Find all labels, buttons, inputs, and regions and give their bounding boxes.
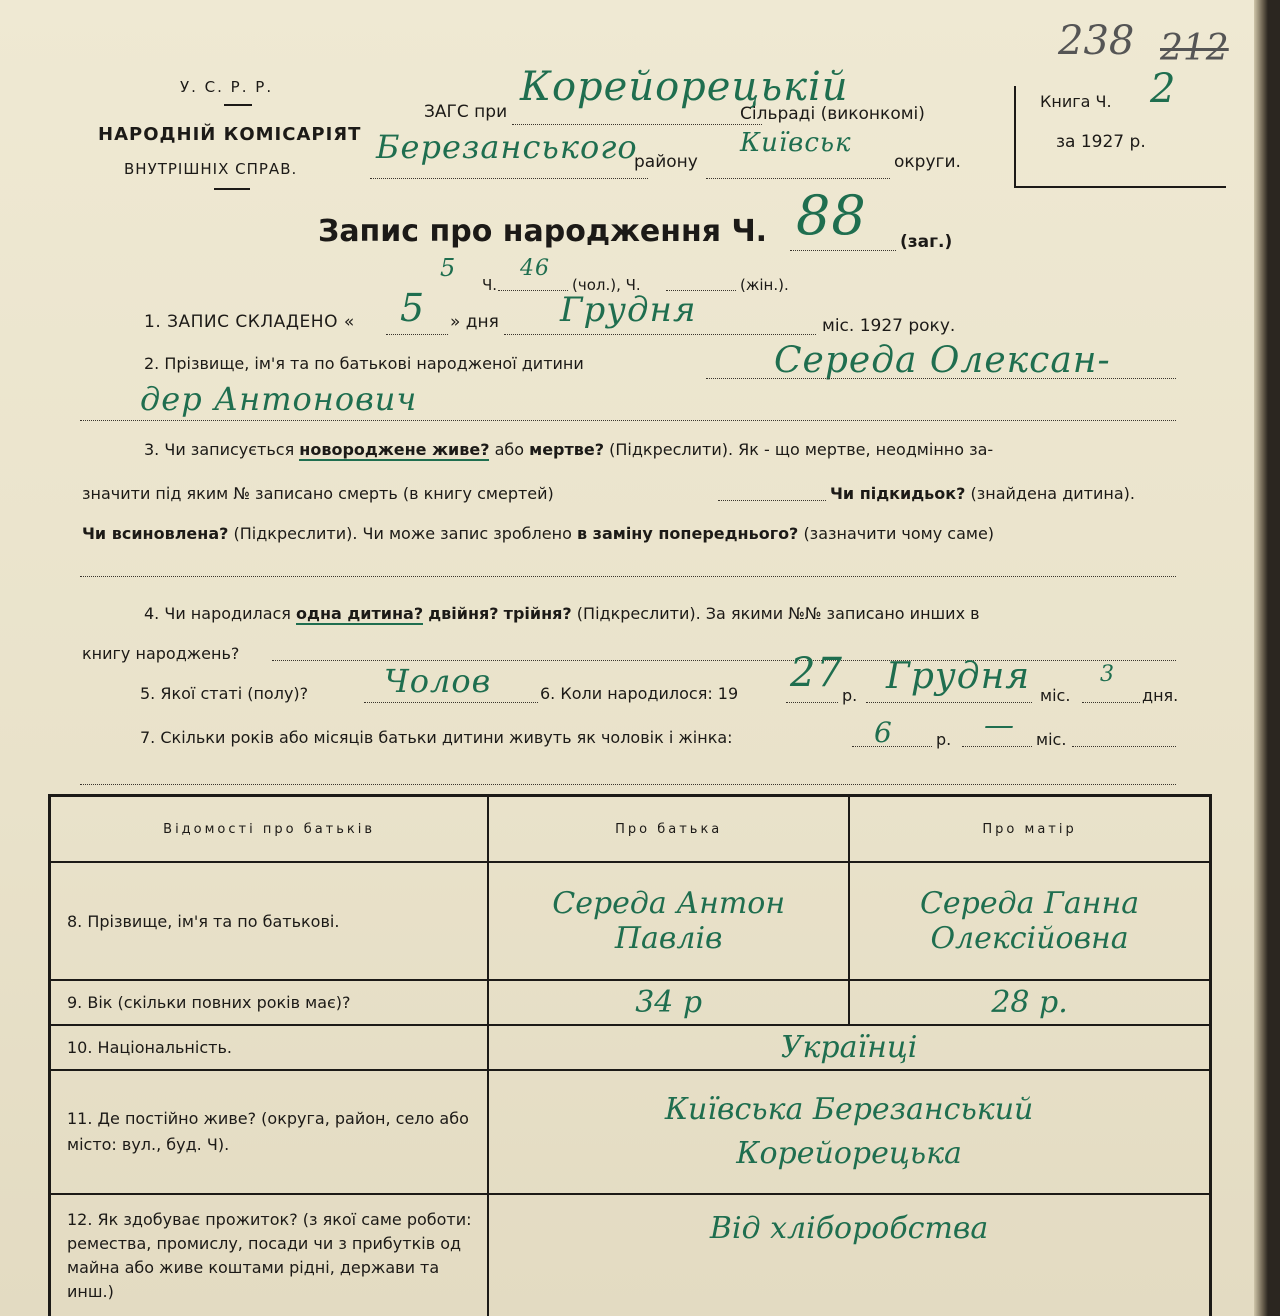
field-5-line [364,702,538,703]
field-1-month: Грудня [560,290,697,330]
field-1-suffix: міс. 1927 року. [822,316,956,336]
field-3-foundling: Чи підкидьок? [830,484,966,503]
field-6-month: Грудня [886,656,1031,697]
record-number: 88 [796,184,867,247]
table-row [50,1070,1211,1194]
field-7-months: — [984,708,1015,743]
field-7-years-line [852,746,932,747]
district-line [370,178,648,179]
parents-table [48,794,1212,1316]
field-3-line-3b: (зазначити чому саме) [803,524,995,543]
residence-cell [488,1070,1210,1194]
book-label: Книга Ч. [1040,92,1112,111]
field-1-month-line [504,334,816,335]
row-label-name: 8. Прізвище, ім'я та по батькові. [50,862,489,980]
okrug-name: Київськ [740,128,852,158]
page-edge-shadow [1254,0,1268,1316]
field-2-line-1 [706,378,1176,379]
residence-value-1: Київська Березанський [664,1092,1034,1127]
zags-prefix: ЗАГС при [424,102,508,122]
field-4-line-2: книгу народжень? [82,644,240,663]
subnumber-ch: Ч. [482,276,498,294]
father-name: Середа Антон Павлів [488,862,849,980]
field-6-month-line [866,702,1032,703]
field-6-day: 3 [1100,662,1115,687]
residence-value-2: Корейорецька [736,1136,962,1171]
field-3-text-b: або [494,440,525,459]
table-row [50,1025,1211,1070]
village-line [512,124,762,125]
field-6-year: 27 [790,650,843,696]
field-2-line-2 [80,420,1176,421]
header-divider [224,104,252,106]
book-year: за 1927 р. [1056,132,1146,152]
field-7-years: 6 [874,716,893,749]
header-info: Відомості про батьків [50,796,489,863]
header-divider-2 [214,188,250,190]
okrug-line [706,178,890,179]
district-label: району [634,152,698,172]
livelihood-value: Від хліборобства [488,1194,1210,1316]
field-2-value-2: дер Антонович [140,380,418,418]
male-number-line [498,290,568,291]
field-3-line-4 [80,576,1176,577]
table-header-row [50,796,1211,863]
field-3-text-a: 3. Чи записується [144,440,295,459]
field-6-dnia: дня. [1142,686,1179,705]
field-4-triplets: трійня? [503,604,572,623]
council-suffix: Сільраді (виконкомі) [740,104,925,124]
archive-number: 238 [1058,18,1135,64]
field-4-one: одна дитина? [296,604,424,623]
table-row [50,1194,1211,1316]
mother-age: 28 р. [849,980,1210,1025]
record-title-suffix: (заг.) [900,232,953,252]
field-1-label: 1. ЗАПИС СКЛАДЕНО « [144,312,355,332]
archive-number-crossed: 212 [1160,28,1229,69]
field-4-text-a: 4. Чи народилася [144,604,291,623]
field-3-adopted: Чи всиновлена? [82,524,229,543]
table-row [50,980,1211,1025]
field-3-death-line [718,500,826,501]
field-6-mis: міс. [1040,686,1071,705]
field-6-day-line [1082,702,1140,703]
field-7-tail-line [1072,746,1176,747]
field-7-mis: міс. [1036,730,1067,749]
record-title: Запис про народження Ч. [318,214,768,249]
nationality-value: Українці [488,1025,1210,1070]
field-7-months-line [962,746,1032,747]
father-age: 34 р [488,980,849,1025]
field-1-day-line [386,334,448,335]
field-4-text-b: (Підкреслити). За якими №№ записано инших в [576,604,980,623]
field-3-dead: мертве? [529,440,605,459]
row-label-livelihood: 12. Як здобуває прожиток? (з якої саме роботи: ремества, промислу, посади чи з прибутків од майна або живе коштами рідні, держави та инш.) [50,1194,489,1316]
okrug-label: округи. [894,152,961,172]
commissariat-title: НАРОДНІЙ КОМІСАРІЯТ [98,124,362,145]
field-3-alive: новороджене живе? [299,440,490,459]
field-6-label: 6. Коли народилося: 19 [540,684,739,703]
field-7-line-2 [80,784,1176,785]
field-3-line-2a: значити під яким № записано смерть (в книгу смертей) [82,484,554,503]
record-number-line [790,250,896,251]
row-label-nationality: 10. Національність. [50,1025,489,1070]
field-7-r: р. [936,730,952,749]
field-3-text-c: (Підкреслити). Як - що мертве, неодмінно за- [609,440,994,459]
table-row [50,862,1211,980]
state-header: У. С. Р. Р. [180,78,274,96]
subnumber-prefix: 5 [440,254,457,282]
male-label: (чол.), Ч. [572,276,641,294]
female-label: (жін.). [740,276,789,294]
village-name: Корейорецькій [520,64,849,110]
male-number: 46 [520,256,550,281]
field-5-value: Чолов [384,662,492,700]
field-4-twins: двійня? [428,604,499,623]
field-6-r: р. [842,686,858,705]
field-5-label: 5. Якої статі (полу)? [140,684,309,703]
field-2-label: 2. Прізвище, ім'я та по батькові народженої дитини [144,354,584,373]
commissariat-subtitle: ВНУТРІШНІХ СПРАВ. [124,160,298,178]
book-number: 2 [1150,66,1177,112]
field-3-line-2b: (знайдена дитина). [970,484,1135,503]
field-1-day: 5 [400,286,426,330]
field-2-value-1: Середа Олексан- [774,340,1111,381]
field-4-answer-line [272,660,1176,661]
header-father: Про батька [488,796,849,863]
field-3-replace: в заміну попереднього? [576,524,799,543]
field-3-line-3a: (Підкреслити). Чи може запис зроблено [233,524,572,543]
field-1-mid: » дня [450,312,499,332]
mother-name: Середа Ганна Олексійовна [849,862,1210,980]
field-7-label: 7. Скільки років або місяців батьки дитини живуть як чоловік і жінка: [140,728,733,747]
header-mother: Про матір [849,796,1210,863]
field-6-year-line [786,702,838,703]
district-name: Березанського [376,128,638,166]
row-label-age: 9. Вік (скільки повних років має)? [50,980,489,1025]
row-label-residence: 11. Де постійно живе? (округа, район, село або місто: вул., буд. Ч). [50,1070,489,1194]
